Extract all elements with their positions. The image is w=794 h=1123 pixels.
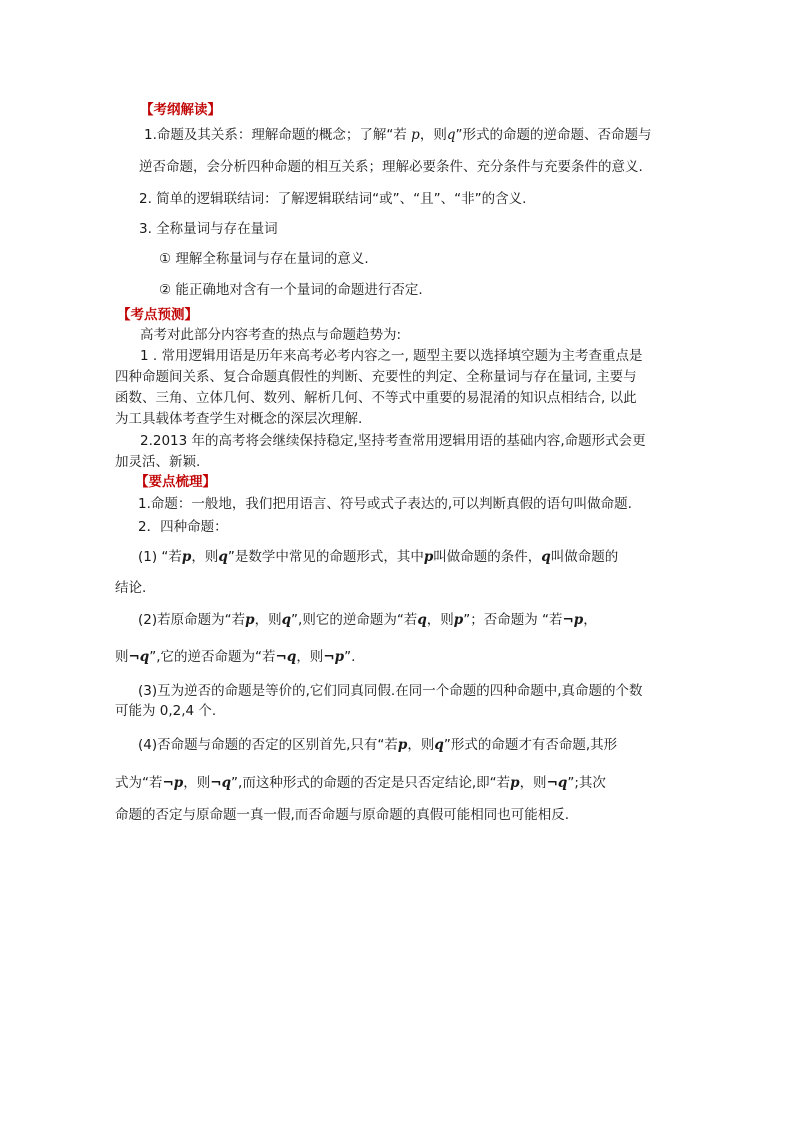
summary-heading: 【要点梳理】 <box>135 474 216 490</box>
var-q: q <box>541 549 551 565</box>
text-segment: 叫做命题的 <box>550 549 619 565</box>
forecast-intro: 高考对此部分内容考查的热点与命题趋势为: <box>140 327 402 343</box>
summary-item-2-1-cont: 结论. <box>115 580 147 596</box>
text-segment: ，则 <box>296 649 324 665</box>
summary-item-2-3-line1: (3)互为逆否的命题是等价的,它们同真同假.在同一个命题的四种命题中,真命题的个数 <box>138 683 643 699</box>
text-segment: ”. <box>344 649 356 665</box>
var-p: p <box>411 127 420 143</box>
text-segment: ”,而这种形式的命题的否定是只否定结论,即“若 <box>231 775 511 791</box>
text-segment: (1) “若 <box>138 549 182 565</box>
summary-item-2-2-cont <box>115 648 355 666</box>
var-not-q: ¬q <box>210 775 232 791</box>
text-segment: ，则 <box>519 775 547 791</box>
summary-item-2-1 <box>138 548 618 566</box>
forecast-p1-line3: 函数、三角、立体几何、数列、解析几何、不等式中重要的易混淆的知识点相结合, 以此 <box>115 390 637 406</box>
var-p: p <box>397 737 408 753</box>
var-not-p: ¬p <box>562 612 584 628</box>
text-segment: ，则 <box>183 775 211 791</box>
summary-item-2-2 <box>138 611 597 629</box>
summary-item-2: 2．四种命题： <box>138 519 228 535</box>
summary-item-2-4-line3: 命题的否定与原命题一真一假,而否命题与原命题的真假可能相同也可能相反. <box>115 807 570 823</box>
text-segment: ”是数学中常见的命题形式，其中 <box>227 549 424 565</box>
var-p: p <box>245 612 255 628</box>
forecast-p1-line4: 为工具载体考查学生对概念的深层次理解. <box>115 411 363 427</box>
var-not-q: ¬q <box>275 649 297 665</box>
forecast-p2-line1: 2.2013 年的高考将会继续保持稳定,坚持考查常用逻辑用语的基础内容,命题形式会更 <box>140 433 646 449</box>
var-q: q <box>218 549 228 565</box>
text-segment: 式为“若 <box>115 775 163 791</box>
text-segment: 叫做命题的条件， <box>433 549 542 565</box>
outline-item-2: 2. 简单的逻辑联结词：了解逻辑联结词“或”、“且”、“非”的含义. <box>139 191 527 207</box>
forecast-heading: 【考点预测】 <box>117 307 198 323</box>
outline-item-3-2: ② 能正确地对含有一个量词的命题进行否定. <box>159 282 423 298</box>
outline-item-1-cont: 逆否命题，会分析四种命题的相互关系；理解必要条件、充分条件与充要条件的意义. <box>139 159 643 175</box>
text-segment: ，则 <box>191 549 219 565</box>
var-p: p <box>181 549 192 565</box>
var-q: q <box>434 737 444 753</box>
outline-item-3-1: ① 理解全称量词与存在量词的意义. <box>159 251 369 267</box>
summary-item-2-4-line2 <box>115 774 606 792</box>
var-p: p <box>510 775 520 791</box>
text-segment: ”,则它的逆命题为“若 <box>291 612 418 628</box>
outline-heading: 【考纲解读】 <box>140 102 221 118</box>
text-segment: ”,它的逆否命题为“若 <box>149 649 276 665</box>
var-q: q <box>417 612 427 628</box>
outline-item-3: 3. 全称量词与存在量词 <box>139 221 278 237</box>
var-not-p: ¬p <box>323 649 345 665</box>
outline-item-1 <box>144 126 651 144</box>
outline-item-1-text-a: 1.命题及其关系：理解命题的概念；了解“若 <box>144 127 412 143</box>
var-p: p <box>423 549 434 565</box>
text-segment: ”形式的命题才有否命题,其形 <box>443 737 618 753</box>
summary-item-2-3-line2: 可能为 0,2,4 个. <box>115 703 217 719</box>
text-segment: ， <box>583 612 597 628</box>
text-segment: (4)否命题与命题的否定的区别首先,只有“若 <box>138 737 398 753</box>
text-segment: ，则 <box>426 612 454 628</box>
text-segment: ”；否命题为 “若 <box>463 612 563 628</box>
text-segment: ”;其次 <box>567 775 606 791</box>
var-p: p <box>453 612 464 628</box>
text-segment: 则 <box>115 649 129 665</box>
var-q: q <box>446 127 456 143</box>
text-segment: ，则 <box>407 737 435 753</box>
var-not-p: ¬p <box>162 775 184 791</box>
forecast-p2-line2: 加灵活、新颖. <box>115 454 201 470</box>
outline-item-1-text-c: ”形式的命题的逆命题、否命题与 <box>455 127 652 143</box>
text-segment: (2)若原命题为“若 <box>138 612 246 628</box>
text-segment: ，则 <box>254 612 282 628</box>
summary-item-2-4 <box>138 736 617 754</box>
forecast-p1-line2: 四种命题间关系、复合命题真假性的判断、充要性的判定、全称量词与存在量词, 主要与 <box>115 369 637 385</box>
outline-item-1-text-b: ，则 <box>419 127 447 143</box>
summary-item-1: 1.命题：一般地，我们把用语言、符号或式子表达的,可以判断真假的语句叫做命题. <box>138 496 632 512</box>
forecast-p1-line1: 1 . 常用逻辑用语是历年来高考必考内容之一, 题型主要以选择填空题为主考查重点是 <box>140 348 643 364</box>
var-not-q: ¬q <box>546 775 568 791</box>
var-q: q <box>281 612 292 628</box>
var-not-q: ¬q <box>128 649 150 665</box>
